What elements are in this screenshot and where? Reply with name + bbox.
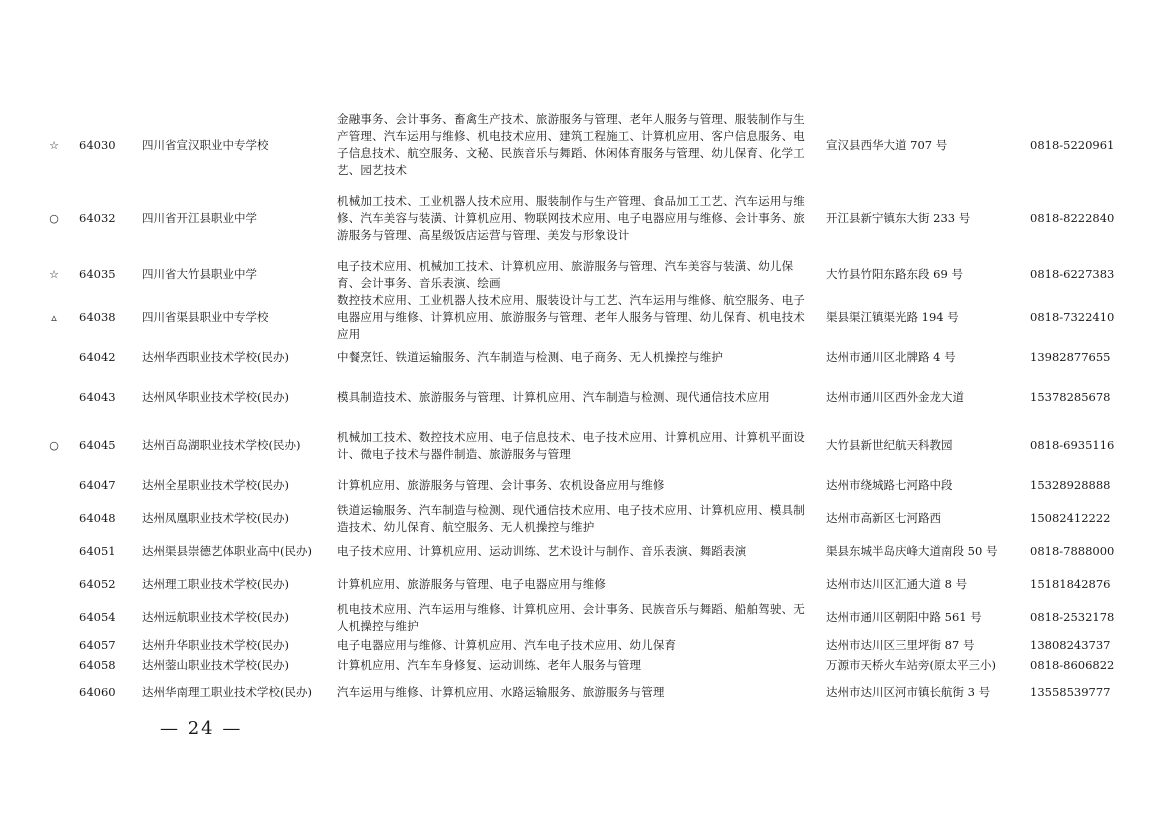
school-name: 四川省宣汉职业中专学校 [142, 137, 269, 152]
table-row [0, 476, 1169, 494]
school-mark: ▵ [51, 310, 57, 324]
school-majors: 数控技术应用、工业机器人技术应用、服装设计与工艺、汽车运用与维修、航空服务、电子电器应用与维修、计算机应用、旅游服务与管理、老年人服务与管理、幼儿保育、机电技术应用 [337, 292, 805, 341]
school-address: 开江县新宁镇东大街 233 号 [826, 210, 971, 225]
school-code: 64051 [79, 544, 116, 558]
school-majors: 电子技术应用、计算机应用、运动训练、艺术设计与制作、音乐表演、舞蹈表演 [337, 544, 747, 558]
table-row [0, 291, 1169, 343]
school-code: 64038 [79, 309, 116, 324]
table-row [0, 600, 1169, 635]
school-name: 达州远航职业技术学校(民办) [142, 610, 289, 624]
school-phone: 0818-7322410 [1030, 309, 1115, 324]
school-address: 达州市达川区三里坪街 87 号 [826, 637, 975, 652]
school-code: 64030 [79, 137, 116, 152]
school-phone: 0818-8606822 [1030, 657, 1115, 672]
school-code: 64054 [79, 610, 116, 624]
school-address: 渠县东城半岛庆峰大道南段 50 号 [826, 544, 998, 558]
school-name: 达州升华职业技术学校(民办) [142, 637, 289, 652]
table-row [0, 388, 1169, 406]
school-majors: 电子技术应用、机械加工技术、计算机应用、旅游服务与管理、汽车美容与装潢、幼儿保育、会计事务、音乐表演、绘画 [337, 258, 794, 290]
school-code: 64058 [79, 657, 116, 672]
school-code: 64043 [79, 389, 116, 404]
school-address: 大竹县新世纪航天科教园 [826, 438, 953, 452]
school-phone: 0818-8222840 [1030, 210, 1115, 225]
table-row [0, 534, 1169, 569]
table-row [0, 675, 1169, 710]
school-address: 达州市绕城路七河路中段 [826, 477, 953, 492]
school-mark [44, 656, 64, 674]
table-row [0, 428, 1169, 463]
school-majors: 电子电器应用与维修、计算机应用、汽车电子技术应用、幼儿保育 [337, 637, 677, 652]
table-row [0, 501, 1169, 536]
school-phone: 13808243737 [1030, 637, 1111, 652]
school-name: 四川省大竹县职业中学 [142, 267, 257, 281]
school-majors: 计算机应用、汽车车身修复、运动训练、老年人服务与管理 [337, 657, 642, 672]
school-name: 达州华西职业技术学校(民办) [142, 349, 289, 364]
school-code: 64052 [79, 576, 116, 591]
school-majors: 机械加工技术、工业机器人技术应用、服装制作与生产管理、食品加工工艺、汽车运用与维修、汽车美容与装潢、计算机应用、物联网技术应用、电子电器应用与维修、会计事务、旅游服务与管理、高星级饭店运营与管理、美发与形象设计 [337, 193, 805, 242]
school-mark [44, 388, 64, 406]
school-phone: 0818-7888000 [1030, 544, 1115, 558]
table-row [0, 656, 1169, 674]
school-code: 64035 [79, 267, 116, 281]
school-phone: 13982877655 [1030, 349, 1111, 364]
school-address: 达州市达川区河市镇长航街 3 号 [826, 685, 991, 699]
school-address: 达州市通川区西外金龙大道 [826, 389, 964, 404]
school-mark: ○ [49, 439, 59, 452]
school-address: 大竹县竹阳东路东段 69 号 [826, 267, 963, 281]
school-code: 64047 [79, 477, 116, 492]
school-name: 达州全星职业技术学校(民办) [142, 477, 289, 492]
school-majors: 机械加工技术、数控技术应用、电子信息技术、电子技术应用、计算机应用、计算机平面设计、微电子技术与器件制造、旅游服务与管理 [337, 429, 805, 461]
school-mark [44, 675, 64, 710]
school-majors: 计算机应用、旅游服务与管理、电子电器应用与维修 [337, 576, 607, 591]
school-majors: 模具制造技术、旅游服务与管理、计算机应用、汽车制造与检测、现代通信技术应用 [337, 389, 770, 404]
school-phone: 15378285678 [1030, 389, 1111, 404]
table-row [0, 192, 1169, 244]
school-mark [44, 575, 64, 593]
school-code: 64042 [79, 349, 116, 364]
school-code: 64048 [79, 511, 116, 525]
school-phone: 0818-2532178 [1030, 610, 1115, 624]
school-majors: 金融事务、会计事务、畜禽生产技术、旅游服务与管理、老年人服务与管理、服装制作与生产管理、汽车运用与维修、机电技术应用、建筑工程施工、计算机应用、客户信息服务、电子信息技术、航空服务、文秘、民族音乐与舞蹈、休闲体育服务与管理、幼儿保育、化学工艺、园艺技术 [337, 112, 805, 177]
page-number: — 24 — [160, 718, 243, 739]
school-phone: 15082412222 [1030, 511, 1111, 525]
school-phone: 13558539777 [1030, 685, 1111, 699]
school-address: 达州市达川区汇通大道 8 号 [826, 576, 968, 591]
school-mark [44, 636, 64, 654]
school-name: 四川省开江县职业中学 [142, 210, 257, 225]
school-mark [44, 534, 64, 569]
school-majors: 铁道运输服务、汽车制造与检测、现代通信技术应用、电子技术应用、计算机应用、模具制造技术、幼儿保育、航空服务、无人机操控与维护 [337, 502, 805, 534]
school-phone: 0818-5220961 [1030, 137, 1115, 152]
school-phone: 15181842876 [1030, 576, 1111, 591]
school-address: 宣汉县西华大道 707 号 [826, 137, 948, 152]
table-row [0, 257, 1169, 292]
table-row [0, 636, 1169, 654]
school-phone: 15328928888 [1030, 477, 1111, 492]
school-mark: ☆ [49, 268, 59, 281]
table-row [0, 348, 1169, 366]
school-address: 达州市通川区朝阳中路 561 号 [826, 610, 982, 624]
school-mark [44, 348, 64, 366]
school-address: 渠县渠江镇渠光路 194 号 [826, 309, 959, 324]
school-code: 64045 [79, 438, 116, 452]
school-name: 达州风华职业技术学校(民办) [142, 389, 289, 404]
school-name: 达州百岛湖职业技术学校(民办) [142, 438, 301, 452]
school-mark: ○ [49, 211, 59, 225]
school-code: 64057 [79, 637, 116, 652]
school-name: 达州蓥山职业技术学校(民办) [142, 657, 289, 672]
school-majors: 中餐烹饪、铁道运输服务、汽车制造与检测、电子商务、无人机操控与维护 [337, 349, 724, 364]
school-name: 达州渠县崇德艺体职业高中(民办) [142, 544, 312, 558]
school-name: 达州华南理工职业技术学校(民办) [142, 685, 312, 699]
school-code: 64032 [79, 210, 116, 225]
school-phone: 0818-6935116 [1030, 438, 1115, 452]
school-address: 达州市高新区七河路西 [826, 511, 941, 525]
school-address: 达州市通川区北牌路 4 号 [826, 349, 956, 364]
school-name: 达州凤凰职业技术学校(民办) [142, 511, 289, 525]
school-mark: ☆ [49, 138, 59, 152]
table-row [0, 575, 1169, 593]
school-mark [44, 501, 64, 536]
school-name: 四川省渠县职业中专学校 [142, 309, 269, 324]
school-majors: 计算机应用、旅游服务与管理、会计事务、农机设备应用与维修 [337, 477, 665, 492]
school-address: 万源市天桥火车站旁(原太平三小) [826, 657, 996, 672]
school-majors: 机电技术应用、汽车运用与维修、计算机应用、会计事务、民族音乐与舞蹈、船舶驾驶、无人机操控与维护 [337, 601, 805, 633]
school-majors: 汽车运用与维修、计算机应用、水路运输服务、旅游服务与管理 [337, 685, 665, 699]
table-row [0, 110, 1169, 180]
school-phone: 0818-6227383 [1030, 267, 1115, 281]
school-mark [44, 476, 64, 494]
school-name: 达州理工职业技术学校(民办) [142, 576, 289, 591]
school-mark [44, 600, 64, 635]
school-code: 64060 [79, 685, 116, 699]
